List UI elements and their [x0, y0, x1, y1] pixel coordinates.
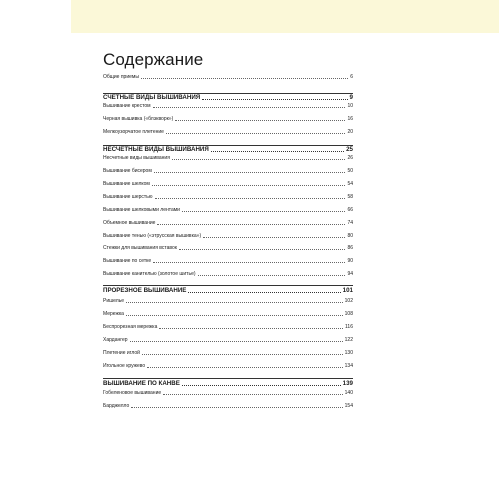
toc-entry	[103, 74, 353, 80]
toc-entry-page: 10	[347, 103, 353, 109]
toc-entry-label: Вышивание крестом	[103, 103, 151, 109]
toc-entry-page: 50	[347, 168, 353, 174]
toc-entry	[103, 194, 353, 200]
toc-entry-page: 134	[344, 363, 353, 369]
toc-entry-label: Стежки для вышивания вставок	[103, 245, 177, 251]
section-divider	[103, 285, 353, 286]
toc-entry-label: Гобеленовое вышивание	[103, 390, 162, 396]
toc-entry-label: Общие приемы	[103, 74, 139, 80]
toc-entry	[103, 181, 353, 187]
toc-entry-page: 122	[344, 337, 353, 343]
toc-entry-page: 102	[344, 298, 353, 304]
toc-entry	[103, 129, 353, 135]
toc-section-page: 139	[342, 380, 353, 387]
toc-entry-label: Мережка	[103, 311, 124, 317]
toc-entry-page: 86	[347, 245, 353, 251]
toc-entry	[103, 311, 353, 317]
dot-leader	[203, 236, 345, 238]
toc-entry	[103, 103, 353, 109]
toc-entry	[103, 220, 353, 226]
dot-leader	[126, 301, 343, 303]
page-title: Содержание	[103, 50, 204, 69]
toc-section-heading	[103, 287, 353, 294]
dot-leader	[163, 393, 343, 395]
dot-leader	[153, 261, 345, 263]
toc-entry-page: 94	[347, 271, 353, 277]
dot-leader	[211, 150, 344, 152]
toc-entry-label: Мелкоузорчатое плетение	[103, 129, 164, 135]
dot-leader	[157, 223, 345, 225]
dot-leader	[175, 119, 345, 121]
toc-entry-page: 90	[347, 258, 353, 264]
toc-section-heading	[103, 146, 353, 153]
dot-leader	[188, 291, 340, 293]
toc-section-heading	[103, 380, 353, 387]
toc-entry-page: 16	[347, 116, 353, 122]
toc-entry	[103, 207, 353, 213]
toc-section-page: 9	[349, 94, 353, 101]
toc-section-label: НЕСЧЕТНЫЕ ВИДЫ ВЫШИВАНИЯ	[103, 146, 209, 153]
dot-leader	[126, 314, 343, 316]
dot-leader	[142, 353, 343, 355]
toc-section-page: 101	[342, 287, 353, 294]
toc-entry	[103, 155, 353, 161]
top-color-band	[71, 0, 499, 33]
dot-leader	[155, 197, 346, 199]
toc-section-heading	[103, 94, 353, 101]
toc-entry-label: Хардангер	[103, 337, 128, 343]
toc-entry-label: Объемное вышивание	[103, 220, 156, 226]
toc-entry-label: Черная вышивка («блэкворк»)	[103, 116, 174, 122]
dot-leader	[179, 248, 345, 250]
toc-entry-page: 54	[347, 181, 353, 187]
dot-leader	[172, 158, 346, 160]
dot-leader	[182, 384, 341, 386]
toc-entry-page: 140	[344, 390, 353, 396]
toc-entry	[103, 363, 353, 369]
toc-section-label: ПРОРЕЗНОЕ ВЫШИВАНИЕ	[103, 287, 187, 294]
toc-entry-page: 20	[347, 129, 353, 135]
toc-entry-page: 58	[347, 194, 353, 200]
toc-entry-label: Барджелло	[103, 403, 130, 409]
toc-entry	[103, 245, 353, 251]
toc-section-page: 25	[346, 146, 353, 153]
dot-leader	[202, 98, 347, 100]
dot-leader	[154, 171, 346, 173]
toc-entry	[103, 324, 353, 330]
dot-leader	[198, 274, 346, 276]
toc-entry-label: Вышивание по сетке	[103, 258, 152, 264]
dot-leader	[147, 366, 342, 368]
dot-leader	[166, 132, 345, 134]
toc-entry	[103, 350, 353, 356]
toc-entry-label: Вышивание канителью (золотое шитье)	[103, 271, 196, 277]
toc-section-label: СЧЕТНЫЕ ВИДЫ ВЫШИВАНИЯ	[103, 94, 201, 101]
dot-leader	[141, 77, 348, 79]
toc-entry-label: Вышивание бисером	[103, 168, 152, 174]
toc-entry-label: Несчетные виды вышивания	[103, 155, 170, 161]
toc-entry-label: Вышивание шелковыми лентами	[103, 207, 180, 213]
toc-entry	[103, 390, 353, 396]
dot-leader	[131, 406, 342, 408]
toc-entry-page: 74	[347, 220, 353, 226]
dot-leader	[152, 184, 346, 186]
toc-entry	[103, 168, 353, 174]
toc-entry-label: Вышивание шерстью	[103, 194, 153, 200]
toc-entry-page: 108	[344, 311, 353, 317]
toc-entry	[103, 233, 353, 239]
toc-entry-label: Игольное кружево	[103, 363, 146, 369]
toc-entry-page: 130	[344, 350, 353, 356]
toc-entry	[103, 271, 353, 277]
toc-entry	[103, 403, 353, 409]
dot-leader	[182, 210, 345, 212]
section-divider	[103, 378, 353, 379]
toc-section-label: ВЫШИВАНИЕ ПО КАНВЕ	[103, 380, 180, 387]
dot-leader	[130, 340, 343, 342]
toc-entry-label: Беспрорезная мережка	[103, 324, 158, 330]
toc-entry-page: 116	[345, 324, 353, 330]
toc-entry-page: 26	[347, 155, 353, 161]
toc-entry-label: Плетение иглой	[103, 350, 140, 356]
toc-entry-page: 6	[350, 74, 353, 80]
toc-entry	[103, 258, 353, 264]
toc-entry-label: Ришелье	[103, 298, 125, 304]
toc-entry-label: Вышивание шелком	[103, 181, 150, 187]
toc-entry-page: 154	[344, 403, 353, 409]
toc-entry	[103, 298, 353, 304]
dot-leader	[153, 106, 346, 108]
toc-entry-page: 80	[347, 233, 353, 239]
toc-entry	[103, 337, 353, 343]
toc-entry	[103, 116, 353, 122]
toc-entry-page: 66	[347, 207, 353, 213]
toc-entry-label: Вышивание тенью («этрусская вышивка»)	[103, 233, 202, 239]
dot-leader	[159, 327, 343, 329]
